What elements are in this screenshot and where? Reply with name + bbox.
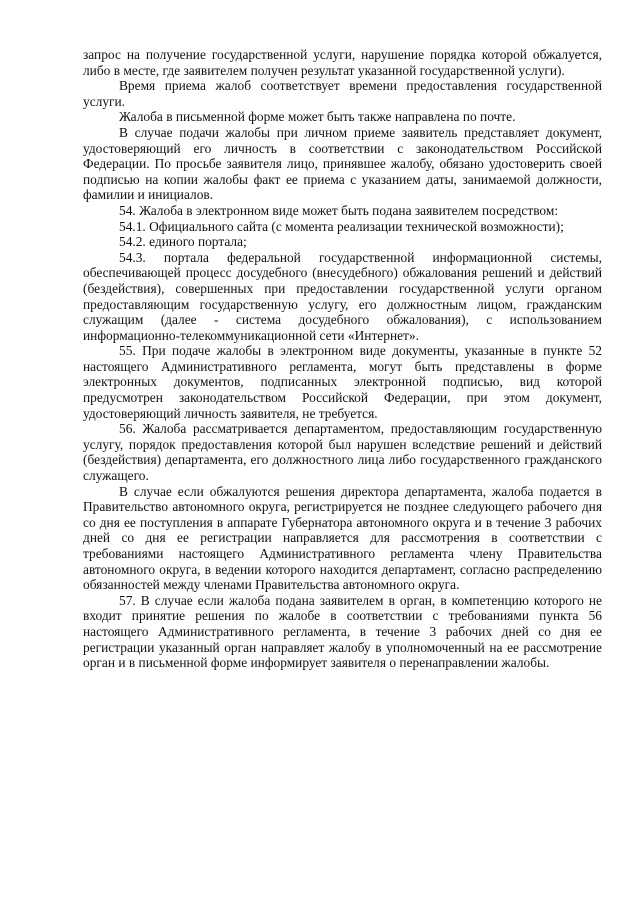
paragraph: В случае если обжалуются решения директора департамента, жалоба подается в Правительство автономного округа, регистрируется не позднее следующего рабочего дня со дня ее поступления в аппарате Губернатора автономного округа и в течение 3 рабочих дней со дня ее регистрации направляется для рассмотрения в соответствии с требованиями настоящего Административного регламента члену Правительства автономного округа, в ведении которого находится департамент, согласно распределению обязанностей между членами Правительства автономного округа.: [83, 483, 602, 593]
paragraph-item-54-3: 54.3. портала федеральной государственной информационной системы, обеспечивающей процесс досудебного (внесудебного) обжалования решений и действий (бездействия), совершенных при предоставлении государственной услуги органом предоставляющим государственную услугу, его должностным лицом, гражданским служащим (далее - система досудебного обжалования), с использованием информационно-телекоммуникационной сети «Интернет».: [83, 249, 602, 343]
paragraph: Жалоба в письменной форме может быть также направлена по почте.: [119, 109, 516, 125]
paragraph: запрос на получение государственной услуги, нарушение порядка которой обжалуется, либо в месте, где заявителем получен результат указанной государственной услуги).: [83, 47, 602, 78]
document-body: [83, 47, 602, 671]
paragraph: Время приема жалоб соответствует времени предоставления государственной услуги.: [83, 78, 602, 109]
paragraph-item-55: 55. При подаче жалобы в электронном виде документы, указанные в пункте 52 настоящего Административного регламента, могут быть представлены в форме электронных документов, подписанных электронной подписью, вид которой предусмотрен законодательством Российской Федерации, при этом документ, удостоверяющий личность заявителя, не требуется.: [83, 343, 602, 421]
paragraph-item-57: 57. В случае если жалоба подана заявителем в орган, в компетенцию которого не входит принятие решения по жалобе в соответствии с требованиями пункта 56 настоящего Административного регламента, в течение 3 рабочих дней со дня ее регистрации указанный орган направляет жалобу в уполномоченный на ее рассмотрение орган и в письменной форме информирует заявителя о перенаправлении жалобы.: [83, 592, 602, 671]
paragraph: В случае подачи жалобы при личном приеме заявитель представляет документ, удостоверяющий его личность в соответствии с законодательством Российской Федерации. По просьбе заявителя лицо, принявшее жалобу, обязано удостоверить своей подписью на копии жалобы факт ее приема с указанием даты, занимаемой должности, фамилии и инициалов.: [83, 124, 602, 203]
paragraph-item-54-2: 54.2. единого портала;: [119, 234, 247, 250]
paragraph-item-56: 56. Жалоба рассматривается департаментом, предоставляющим государственную услугу, порядок предоставления которой был нарушен вследствие решений и действий (бездействия) департамента, его должностного лица либо государственного гражданского служащего.: [83, 421, 602, 484]
paragraph-item-54: 54. Жалоба в электронном виде может быть подана заявителем посредством:: [119, 202, 559, 218]
paragraph-item-54-1: 54.1. Официального сайта (с момента реализации технической возможности);: [119, 218, 564, 234]
